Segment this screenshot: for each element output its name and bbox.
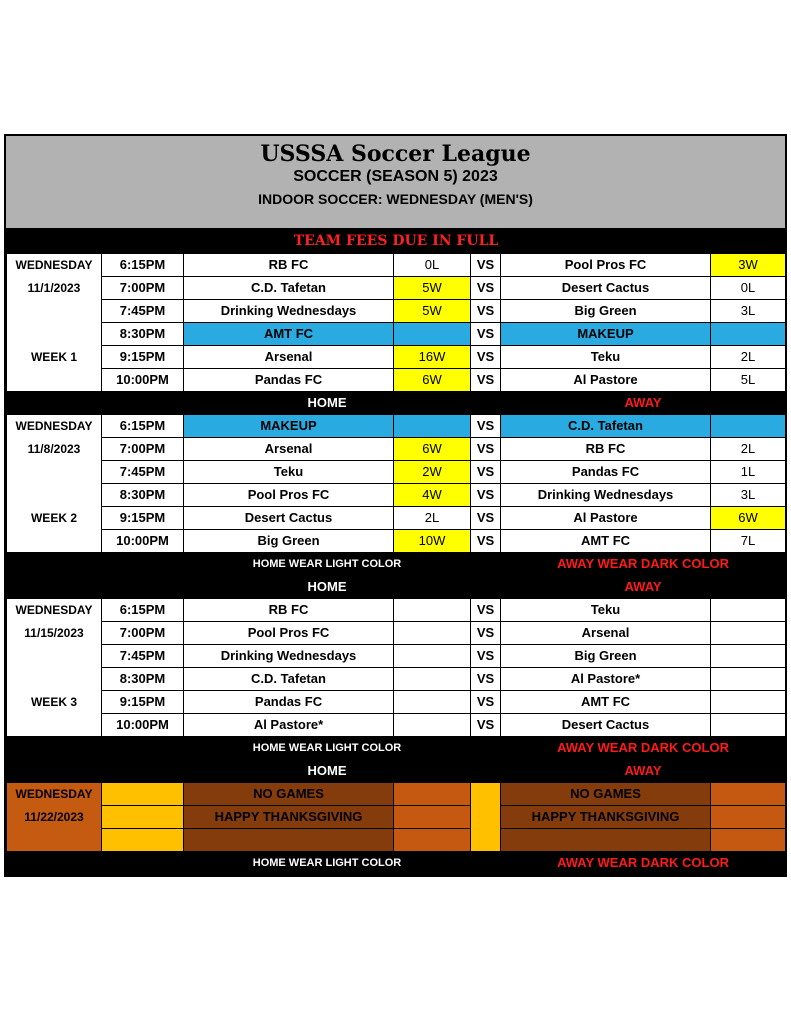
schedule-table — [6, 228, 786, 875]
away-label: AWAY — [501, 576, 786, 599]
spacer — [471, 576, 501, 599]
vs-label: VS — [471, 323, 501, 346]
day-label: WEDNESDAY — [7, 254, 102, 277]
game-time: 7:00PM — [102, 622, 184, 645]
game-row — [7, 668, 786, 691]
home-team: Pandas FC — [184, 691, 394, 714]
spacer — [7, 553, 184, 576]
result-blank — [394, 829, 471, 852]
away-team: Teku — [501, 599, 711, 622]
game-time: 7:45PM — [102, 300, 184, 323]
result-blank — [711, 829, 786, 852]
home-team: Pool Pros FC — [184, 484, 394, 507]
vs-label: VS — [471, 599, 501, 622]
vs-label: VS — [471, 645, 501, 668]
game-time: 8:30PM — [102, 668, 184, 691]
home-result — [394, 599, 471, 622]
away-result — [711, 714, 786, 737]
game-time: 8:30PM — [102, 323, 184, 346]
home-team: MAKEUP — [184, 415, 394, 438]
time-blank — [102, 806, 184, 829]
time-blank — [102, 783, 184, 806]
away-result — [711, 668, 786, 691]
no-games-label: NO GAMES — [501, 783, 711, 806]
game-row — [7, 691, 786, 714]
away-result — [711, 323, 786, 346]
away-team: Al Pastore* — [501, 668, 711, 691]
home-result — [394, 714, 471, 737]
home-result: 5W — [394, 277, 471, 300]
away-result — [711, 645, 786, 668]
home-team: Desert Cactus — [184, 507, 394, 530]
away-result: 2L — [711, 346, 786, 369]
game-time: 6:15PM — [102, 415, 184, 438]
game-time: 7:00PM — [102, 438, 184, 461]
no-games-label: NO GAMES — [184, 783, 394, 806]
home-team: RB FC — [184, 599, 394, 622]
thanksgiving-row — [7, 806, 786, 829]
game-time: 7:45PM — [102, 461, 184, 484]
result-blank — [711, 806, 786, 829]
game-row — [7, 622, 786, 645]
vs-label: VS — [471, 507, 501, 530]
blank — [184, 829, 394, 852]
schedule-sheet — [4, 134, 787, 877]
vs-label: VS — [471, 415, 501, 438]
fees-banner: TEAM FEES DUE IN FULL — [7, 229, 786, 254]
home-wear-label: HOME WEAR LIGHT COLOR — [184, 737, 471, 760]
away-result: 3L — [711, 484, 786, 507]
game-time: 10:00PM — [102, 714, 184, 737]
time-blank — [102, 829, 184, 852]
date-label: 11/15/2023 — [7, 622, 102, 645]
wear-row — [7, 553, 786, 576]
home-away-row — [7, 392, 786, 415]
away-result: 1L — [711, 461, 786, 484]
away-team: Big Green — [501, 645, 711, 668]
away-result: 3L — [711, 300, 786, 323]
spacer — [471, 737, 501, 760]
game-time: 9:15PM — [102, 346, 184, 369]
game-row — [7, 714, 786, 737]
week-label: WEEK 1 — [7, 346, 102, 369]
vs-label: VS — [471, 346, 501, 369]
game-row — [7, 346, 786, 369]
day-cell — [7, 461, 102, 484]
spacer — [7, 576, 184, 599]
home-team: Drinking Wednesdays — [184, 300, 394, 323]
home-team: Drinking Wednesdays — [184, 645, 394, 668]
home-result: 2L — [394, 507, 471, 530]
day-label: WEDNESDAY — [7, 783, 102, 806]
game-row — [7, 484, 786, 507]
away-result — [711, 622, 786, 645]
result-blank — [394, 806, 471, 829]
game-time: 6:15PM — [102, 599, 184, 622]
vs-label: VS — [471, 461, 501, 484]
home-label: HOME — [184, 576, 471, 599]
away-result: 2L — [711, 438, 786, 461]
away-team: Al Pastore — [501, 507, 711, 530]
day-cell — [7, 323, 102, 346]
vs-label: VS — [471, 714, 501, 737]
home-team: Teku — [184, 461, 394, 484]
home-away-row — [7, 760, 786, 783]
date-label: 11/1/2023 — [7, 277, 102, 300]
away-team: Al Pastore — [501, 369, 711, 392]
game-row — [7, 254, 786, 277]
away-team: Teku — [501, 346, 711, 369]
home-result: 4W — [394, 484, 471, 507]
away-result — [711, 599, 786, 622]
day-cell — [7, 668, 102, 691]
home-result — [394, 415, 471, 438]
away-result: 6W — [711, 507, 786, 530]
home-result — [394, 622, 471, 645]
away-wear-label: AWAY WEAR DARK COLOR — [501, 737, 786, 760]
game-row — [7, 461, 786, 484]
away-team: C.D. Tafetan — [501, 415, 711, 438]
day-cell — [7, 484, 102, 507]
blank — [501, 829, 711, 852]
game-row — [7, 415, 786, 438]
spacer — [471, 760, 501, 783]
home-result: 6W — [394, 369, 471, 392]
day-cell — [7, 530, 102, 553]
day-cell — [7, 300, 102, 323]
thanksgiving-label: HAPPY THANKSGIVING — [501, 806, 711, 829]
vs-label: VS — [471, 530, 501, 553]
game-time: 10:00PM — [102, 369, 184, 392]
vs-blank — [471, 783, 501, 852]
day-label: WEDNESDAY — [7, 599, 102, 622]
away-team: Pandas FC — [501, 461, 711, 484]
date-label: 11/8/2023 — [7, 438, 102, 461]
vs-label: VS — [471, 484, 501, 507]
vs-label: VS — [471, 369, 501, 392]
schedule-header — [6, 136, 785, 228]
spacer — [471, 553, 501, 576]
home-wear-label: HOME WEAR LIGHT COLOR — [184, 852, 471, 875]
day-cell — [7, 645, 102, 668]
home-team: Big Green — [184, 530, 394, 553]
away-team: Big Green — [501, 300, 711, 323]
away-result: 5L — [711, 369, 786, 392]
game-time: 7:45PM — [102, 645, 184, 668]
spacer — [7, 737, 184, 760]
game-row — [7, 323, 786, 346]
home-team: Al Pastore* — [184, 714, 394, 737]
away-team: MAKEUP — [501, 323, 711, 346]
game-row — [7, 645, 786, 668]
away-result — [711, 415, 786, 438]
game-time: 7:00PM — [102, 277, 184, 300]
away-label: AWAY — [501, 392, 786, 415]
away-label: AWAY — [501, 760, 786, 783]
away-wear-label: AWAY WEAR DARK COLOR — [501, 852, 786, 875]
home-team: Arsenal — [184, 346, 394, 369]
day-cell — [7, 369, 102, 392]
game-time: 8:30PM — [102, 484, 184, 507]
vs-label: VS — [471, 300, 501, 323]
game-row — [7, 530, 786, 553]
thanksgiving-row — [7, 829, 786, 852]
home-result: 10W — [394, 530, 471, 553]
date-label: 11/22/2023 — [7, 806, 102, 829]
home-team: Pool Pros FC — [184, 622, 394, 645]
home-label: HOME — [184, 392, 471, 415]
day-cell — [7, 829, 102, 852]
day-label: WEDNESDAY — [7, 415, 102, 438]
game-time: 10:00PM — [102, 530, 184, 553]
game-time: 9:15PM — [102, 691, 184, 714]
home-team: C.D. Tafetan — [184, 277, 394, 300]
spacer — [7, 760, 184, 783]
home-result — [394, 668, 471, 691]
away-wear-label: AWAY WEAR DARK COLOR — [501, 553, 786, 576]
week-label: WEEK 2 — [7, 507, 102, 530]
away-team: RB FC — [501, 438, 711, 461]
day-cell — [7, 714, 102, 737]
wear-row — [7, 852, 786, 875]
home-team: C.D. Tafetan — [184, 668, 394, 691]
spacer — [471, 852, 501, 875]
away-team: Pool Pros FC — [501, 254, 711, 277]
result-blank — [711, 783, 786, 806]
home-label: HOME — [184, 760, 471, 783]
game-time: 6:15PM — [102, 254, 184, 277]
home-result: 5W — [394, 300, 471, 323]
home-result: 0L — [394, 254, 471, 277]
home-result — [394, 691, 471, 714]
home-team: Pandas FC — [184, 369, 394, 392]
week-label: WEEK 3 — [7, 691, 102, 714]
home-team: AMT FC — [184, 323, 394, 346]
away-team: AMT FC — [501, 530, 711, 553]
away-result: 7L — [711, 530, 786, 553]
spacer — [7, 392, 184, 415]
game-row — [7, 599, 786, 622]
game-time: 9:15PM — [102, 507, 184, 530]
game-row — [7, 438, 786, 461]
thanksgiving-row — [7, 783, 786, 806]
home-team: RB FC — [184, 254, 394, 277]
league-name: INDOOR SOCCER: WEDNESDAY (MEN'S) — [258, 191, 533, 207]
away-result — [711, 691, 786, 714]
away-team: Desert Cactus — [501, 277, 711, 300]
away-result: 0L — [711, 277, 786, 300]
game-row — [7, 369, 786, 392]
away-result: 3W — [711, 254, 786, 277]
league-title: USSSA Soccer League — [260, 141, 531, 167]
game-row — [7, 277, 786, 300]
home-team: Arsenal — [184, 438, 394, 461]
vs-label: VS — [471, 438, 501, 461]
spacer — [471, 392, 501, 415]
vs-label: VS — [471, 277, 501, 300]
home-result: 16W — [394, 346, 471, 369]
home-away-row — [7, 576, 786, 599]
home-result — [394, 645, 471, 668]
result-blank — [394, 783, 471, 806]
away-team: Desert Cactus — [501, 714, 711, 737]
vs-label: VS — [471, 254, 501, 277]
vs-label: VS — [471, 668, 501, 691]
home-result: 6W — [394, 438, 471, 461]
away-team: AMT FC — [501, 691, 711, 714]
away-team: Drinking Wednesdays — [501, 484, 711, 507]
season-subtitle: SOCCER (SEASON 5) 2023 — [293, 168, 498, 185]
game-row — [7, 507, 786, 530]
spacer — [7, 852, 184, 875]
game-row — [7, 300, 786, 323]
vs-label: VS — [471, 691, 501, 714]
home-result: 2W — [394, 461, 471, 484]
vs-label: VS — [471, 622, 501, 645]
away-team: Arsenal — [501, 622, 711, 645]
wear-row — [7, 737, 786, 760]
thanksgiving-label: HAPPY THANKSGIVING — [184, 806, 394, 829]
home-wear-label: HOME WEAR LIGHT COLOR — [184, 553, 471, 576]
home-result — [394, 323, 471, 346]
